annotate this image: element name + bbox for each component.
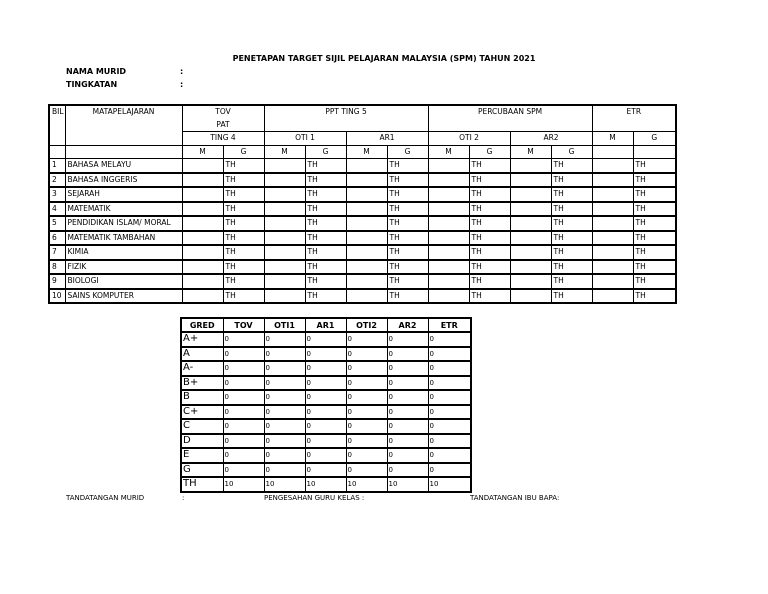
blank-cell bbox=[49, 145, 65, 159]
grade-header: OTI1 bbox=[264, 318, 305, 332]
mark-cell bbox=[510, 216, 551, 231]
header-etr: ETR bbox=[592, 105, 676, 132]
grade-count: 0 bbox=[223, 463, 264, 478]
mark-cell bbox=[510, 173, 551, 188]
grade-count: 0 bbox=[387, 463, 428, 478]
grade-count: 0 bbox=[223, 434, 264, 449]
mark-cell bbox=[182, 216, 223, 231]
grade-row bbox=[181, 463, 471, 478]
grade-cell: TH bbox=[387, 187, 428, 202]
mark-cell bbox=[264, 173, 305, 188]
subject-row bbox=[49, 187, 676, 202]
grade-count: 0 bbox=[428, 376, 471, 391]
grade-cell: TH bbox=[551, 159, 592, 173]
mark-cell bbox=[264, 202, 305, 217]
header-oti2: OTI 2 bbox=[428, 132, 510, 146]
grade-count: 0 bbox=[387, 405, 428, 420]
row-number: 1 bbox=[49, 159, 65, 173]
grade-count: 0 bbox=[387, 332, 428, 347]
grade-cell: TH bbox=[551, 231, 592, 246]
grade-count: 0 bbox=[305, 390, 346, 405]
grade-count: 0 bbox=[346, 463, 387, 478]
subject-row bbox=[49, 231, 676, 246]
mark-cell bbox=[182, 159, 223, 173]
header-etr-m: M bbox=[592, 132, 633, 146]
mark-cell bbox=[510, 187, 551, 202]
mark-cell bbox=[428, 289, 469, 304]
grade-count: 10 bbox=[264, 477, 305, 492]
subject-name: KIMIA bbox=[65, 245, 182, 260]
subject-row bbox=[49, 173, 676, 188]
student-name-colon: : bbox=[180, 67, 184, 76]
grade-cell: TH bbox=[305, 289, 346, 304]
grade-cell: TH bbox=[469, 187, 510, 202]
grade-cell: TH bbox=[387, 274, 428, 289]
mark-cell bbox=[510, 289, 551, 304]
student-signature-colon: : bbox=[182, 494, 185, 502]
student-signature-label: TANDATANGAN MURID bbox=[66, 494, 145, 502]
grade-header: AR2 bbox=[387, 318, 428, 332]
mark-cell bbox=[182, 274, 223, 289]
grade-count: 0 bbox=[387, 419, 428, 434]
grade-header: ETR bbox=[428, 318, 471, 332]
grade-count: 0 bbox=[264, 390, 305, 405]
grade-cell: TH bbox=[633, 159, 676, 173]
grade-count: 0 bbox=[223, 332, 264, 347]
header-m: M bbox=[510, 145, 551, 159]
mark-cell bbox=[346, 260, 387, 275]
blank-cell bbox=[65, 145, 182, 159]
grade-cell: TH bbox=[305, 274, 346, 289]
grade-cell: TH bbox=[633, 216, 676, 231]
mark-cell bbox=[264, 159, 305, 173]
grade-count: 0 bbox=[305, 347, 346, 362]
grade-count: 0 bbox=[387, 390, 428, 405]
grade-count: 0 bbox=[346, 405, 387, 420]
subject-name: FIZIK bbox=[65, 260, 182, 275]
grade-cell: TH bbox=[551, 289, 592, 304]
subject-name: MATEMATIK bbox=[65, 202, 182, 217]
grade-label: TH bbox=[181, 477, 223, 492]
subject-row bbox=[49, 260, 676, 275]
grade-header: OTI2 bbox=[346, 318, 387, 332]
grade-count: 0 bbox=[223, 405, 264, 420]
mark-cell bbox=[510, 260, 551, 275]
mark-cell bbox=[428, 274, 469, 289]
grade-count: 0 bbox=[428, 405, 471, 420]
header-g: G bbox=[469, 145, 510, 159]
grade-count: 0 bbox=[387, 376, 428, 391]
grade-row bbox=[181, 347, 471, 362]
page-title: PENETAPAN TARGET SIJIL PELAJARAN MALAYSIA (SPM) TAHUN 2021 bbox=[232, 54, 536, 63]
teacher-verification-label: PENGESAHAN GURU KELAS : bbox=[264, 494, 365, 502]
header-ar1: AR1 bbox=[346, 132, 428, 146]
grade-count: 0 bbox=[305, 448, 346, 463]
grade-count: 0 bbox=[223, 361, 264, 376]
grade-cell: TH bbox=[633, 187, 676, 202]
mark-cell bbox=[182, 173, 223, 188]
mark-cell bbox=[346, 289, 387, 304]
mark-cell bbox=[346, 159, 387, 173]
header-g: G bbox=[387, 145, 428, 159]
grade-cell: TH bbox=[305, 187, 346, 202]
mark-cell bbox=[346, 274, 387, 289]
grade-count: 0 bbox=[305, 376, 346, 391]
grade-count: 0 bbox=[264, 361, 305, 376]
row-number: 3 bbox=[49, 187, 65, 202]
grade-row bbox=[181, 434, 471, 449]
subject-name: BAHASA MELAYU bbox=[65, 159, 182, 173]
grade-cell: TH bbox=[469, 274, 510, 289]
parent-signature-label: TANDATANGAN IBU BAPA: bbox=[470, 494, 560, 502]
subject-row bbox=[49, 216, 676, 231]
mark-cell bbox=[346, 245, 387, 260]
grade-count: 0 bbox=[264, 332, 305, 347]
mark-cell bbox=[264, 274, 305, 289]
header-bil: BIL bbox=[49, 105, 65, 145]
header-ting4: TING 4 bbox=[182, 132, 264, 146]
mark-cell bbox=[182, 260, 223, 275]
subject-row bbox=[49, 159, 676, 173]
grade-cell: TH bbox=[223, 216, 264, 231]
grade-count: 0 bbox=[223, 347, 264, 362]
grade-count: 10 bbox=[346, 477, 387, 492]
subject-name: PENDIDIKAN ISLAM/ MORAL bbox=[65, 216, 182, 231]
header-ar2: AR2 bbox=[510, 132, 592, 146]
mark-cell bbox=[264, 231, 305, 246]
header-g: G bbox=[223, 145, 264, 159]
grade-count: 0 bbox=[428, 419, 471, 434]
subject-row bbox=[49, 202, 676, 217]
grade-label: A+ bbox=[181, 332, 223, 347]
grade-count: 0 bbox=[428, 347, 471, 362]
grade-cell: TH bbox=[305, 245, 346, 260]
grade-cell: TH bbox=[633, 245, 676, 260]
mark-cell bbox=[510, 245, 551, 260]
grade-cell: TH bbox=[223, 289, 264, 304]
grade-cell: TH bbox=[387, 245, 428, 260]
header-g: G bbox=[551, 145, 592, 159]
header-m: M bbox=[182, 145, 223, 159]
grade-row bbox=[181, 376, 471, 391]
mark-cell bbox=[264, 260, 305, 275]
grade-row bbox=[181, 419, 471, 434]
mark-cell bbox=[182, 231, 223, 246]
grade-count: 0 bbox=[346, 376, 387, 391]
mark-cell bbox=[592, 159, 633, 173]
mark-cell bbox=[428, 260, 469, 275]
header-m: M bbox=[264, 145, 305, 159]
grade-row bbox=[181, 477, 471, 492]
grade-count: 0 bbox=[305, 434, 346, 449]
subject-name: BAHASA INGGERIS bbox=[65, 173, 182, 188]
mark-cell bbox=[510, 159, 551, 173]
header-m: M bbox=[346, 145, 387, 159]
grade-label: C+ bbox=[181, 405, 223, 420]
grade-cell: TH bbox=[633, 231, 676, 246]
mark-cell bbox=[592, 216, 633, 231]
grade-cell: TH bbox=[305, 159, 346, 173]
mark-cell bbox=[264, 289, 305, 304]
grade-header: GRED bbox=[181, 318, 223, 332]
row-number: 7 bbox=[49, 245, 65, 260]
mark-cell bbox=[592, 202, 633, 217]
grade-count: 0 bbox=[346, 361, 387, 376]
blank-cell bbox=[633, 145, 676, 159]
grade-cell: TH bbox=[551, 245, 592, 260]
row-number: 4 bbox=[49, 202, 65, 217]
mark-cell bbox=[264, 216, 305, 231]
grade-header: TOV bbox=[223, 318, 264, 332]
mark-cell bbox=[428, 187, 469, 202]
grade-count: 0 bbox=[223, 448, 264, 463]
grade-cell: TH bbox=[305, 173, 346, 188]
grade-cell: TH bbox=[387, 289, 428, 304]
mark-cell bbox=[592, 274, 633, 289]
grade-cell: TH bbox=[551, 202, 592, 217]
grade-label: G bbox=[181, 463, 223, 478]
grade-cell: TH bbox=[223, 173, 264, 188]
grade-count: 0 bbox=[264, 347, 305, 362]
grade-label: B+ bbox=[181, 376, 223, 391]
subject-name: SEJARAH bbox=[65, 187, 182, 202]
grade-row bbox=[181, 361, 471, 376]
mark-cell bbox=[428, 216, 469, 231]
grade-count: 0 bbox=[305, 361, 346, 376]
grade-cell: TH bbox=[469, 260, 510, 275]
mark-cell bbox=[510, 274, 551, 289]
mark-cell bbox=[592, 289, 633, 304]
grade-cell: TH bbox=[223, 187, 264, 202]
grade-cell: TH bbox=[387, 159, 428, 173]
student-level-colon: : bbox=[180, 80, 184, 89]
grade-count: 0 bbox=[264, 448, 305, 463]
mark-cell bbox=[264, 187, 305, 202]
row-number: 6 bbox=[49, 231, 65, 246]
grade-cell: TH bbox=[633, 289, 676, 304]
grade-cell: TH bbox=[387, 260, 428, 275]
mark-cell bbox=[510, 231, 551, 246]
grade-cell: TH bbox=[551, 216, 592, 231]
mark-cell bbox=[428, 231, 469, 246]
target-table bbox=[48, 104, 677, 304]
grade-label: C bbox=[181, 419, 223, 434]
header-etr-g: G bbox=[633, 132, 676, 146]
header-oti1: OTI 1 bbox=[264, 132, 346, 146]
grade-count: 0 bbox=[264, 419, 305, 434]
row-number: 10 bbox=[49, 289, 65, 304]
mark-cell bbox=[346, 173, 387, 188]
grade-count: 0 bbox=[223, 376, 264, 391]
grade-cell: TH bbox=[223, 231, 264, 246]
grade-cell: TH bbox=[551, 187, 592, 202]
grade-cell: TH bbox=[387, 202, 428, 217]
grade-count: 0 bbox=[264, 405, 305, 420]
grade-count: 10 bbox=[305, 477, 346, 492]
grade-cell: TH bbox=[305, 216, 346, 231]
grade-cell: TH bbox=[551, 260, 592, 275]
grade-cell: TH bbox=[469, 202, 510, 217]
grade-count: 0 bbox=[223, 390, 264, 405]
mark-cell bbox=[182, 187, 223, 202]
grade-count: 10 bbox=[387, 477, 428, 492]
grade-count: 0 bbox=[346, 390, 387, 405]
grade-count: 0 bbox=[264, 434, 305, 449]
header-pat: PAT bbox=[182, 119, 264, 132]
grade-count: 0 bbox=[428, 361, 471, 376]
mark-cell bbox=[428, 245, 469, 260]
subject-name: MATEMATIK TAMBAHAN bbox=[65, 231, 182, 246]
grade-cell: TH bbox=[305, 202, 346, 217]
grade-row bbox=[181, 405, 471, 420]
grade-count: 0 bbox=[346, 434, 387, 449]
grade-cell: TH bbox=[469, 159, 510, 173]
grade-cell: TH bbox=[223, 245, 264, 260]
mark-cell bbox=[428, 173, 469, 188]
grade-count: 0 bbox=[305, 419, 346, 434]
grade-cell: TH bbox=[305, 231, 346, 246]
grade-count: 0 bbox=[387, 448, 428, 463]
mark-cell bbox=[346, 187, 387, 202]
grade-count: 0 bbox=[428, 390, 471, 405]
grade-count: 0 bbox=[346, 419, 387, 434]
subject-name: BIOLOGI bbox=[65, 274, 182, 289]
grade-count: 0 bbox=[346, 448, 387, 463]
grade-cell: TH bbox=[469, 245, 510, 260]
grade-summary-table bbox=[180, 317, 472, 493]
mark-cell bbox=[592, 260, 633, 275]
header-tov: TOV bbox=[182, 105, 264, 119]
grade-label: E bbox=[181, 448, 223, 463]
mark-cell bbox=[428, 159, 469, 173]
grade-count: 0 bbox=[387, 361, 428, 376]
grade-cell: TH bbox=[223, 260, 264, 275]
header-subject: MATAPELAJARAN bbox=[65, 105, 182, 145]
blank-cell bbox=[592, 145, 633, 159]
mark-cell bbox=[592, 231, 633, 246]
grade-count: 0 bbox=[346, 332, 387, 347]
mark-cell bbox=[182, 289, 223, 304]
grade-cell: TH bbox=[387, 173, 428, 188]
grade-cell: TH bbox=[305, 260, 346, 275]
grade-cell: TH bbox=[469, 216, 510, 231]
grade-count: 0 bbox=[387, 434, 428, 449]
grade-count: 0 bbox=[387, 347, 428, 362]
mark-cell bbox=[428, 202, 469, 217]
mark-cell bbox=[182, 245, 223, 260]
header-g: G bbox=[305, 145, 346, 159]
grade-count: 0 bbox=[223, 419, 264, 434]
subject-row bbox=[49, 245, 676, 260]
grade-count: 0 bbox=[305, 463, 346, 478]
subject-name: SAINS KOMPUTER bbox=[65, 289, 182, 304]
grade-row bbox=[181, 448, 471, 463]
grade-cell: TH bbox=[223, 274, 264, 289]
grade-count: 0 bbox=[428, 463, 471, 478]
student-name-label: NAMA MURID bbox=[66, 67, 127, 76]
mark-cell bbox=[592, 173, 633, 188]
header-ppt: PPT TING 5 bbox=[264, 105, 428, 132]
grade-count: 10 bbox=[223, 477, 264, 492]
grade-header: AR1 bbox=[305, 318, 346, 332]
grade-cell: TH bbox=[223, 159, 264, 173]
row-number: 9 bbox=[49, 274, 65, 289]
mark-cell bbox=[346, 216, 387, 231]
grade-cell: TH bbox=[633, 274, 676, 289]
grade-count: 10 bbox=[428, 477, 471, 492]
grade-count: 0 bbox=[305, 405, 346, 420]
grade-cell: TH bbox=[387, 231, 428, 246]
mark-cell bbox=[346, 202, 387, 217]
grade-cell: TH bbox=[469, 173, 510, 188]
grade-label: B bbox=[181, 390, 223, 405]
grade-cell: TH bbox=[551, 173, 592, 188]
grade-cell: TH bbox=[551, 274, 592, 289]
grade-label: D bbox=[181, 434, 223, 449]
grade-cell: TH bbox=[469, 289, 510, 304]
mark-cell bbox=[592, 245, 633, 260]
grade-count: 0 bbox=[264, 463, 305, 478]
row-number: 5 bbox=[49, 216, 65, 231]
grade-label: A bbox=[181, 347, 223, 362]
grade-cell: TH bbox=[633, 202, 676, 217]
header-m: M bbox=[428, 145, 469, 159]
student-level-label: TINGKATAN bbox=[66, 80, 118, 89]
grade-count: 0 bbox=[428, 434, 471, 449]
grade-cell: TH bbox=[633, 173, 676, 188]
grade-cell: TH bbox=[387, 216, 428, 231]
mark-cell bbox=[264, 245, 305, 260]
grade-cell: TH bbox=[469, 231, 510, 246]
grade-count: 0 bbox=[305, 332, 346, 347]
header-percubaan: PERCUBAAN SPM bbox=[428, 105, 592, 132]
mark-cell bbox=[510, 202, 551, 217]
mark-cell bbox=[346, 231, 387, 246]
row-number: 2 bbox=[49, 173, 65, 188]
grade-count: 0 bbox=[428, 448, 471, 463]
grade-row bbox=[181, 332, 471, 347]
mark-cell bbox=[592, 187, 633, 202]
row-number: 8 bbox=[49, 260, 65, 275]
grade-row bbox=[181, 390, 471, 405]
subject-row bbox=[49, 289, 676, 304]
subject-row bbox=[49, 274, 676, 289]
grade-label: A- bbox=[181, 361, 223, 376]
mark-cell bbox=[182, 202, 223, 217]
grade-cell: TH bbox=[633, 260, 676, 275]
grade-cell: TH bbox=[223, 202, 264, 217]
grade-count: 0 bbox=[346, 347, 387, 362]
grade-count: 0 bbox=[264, 376, 305, 391]
grade-count: 0 bbox=[428, 332, 471, 347]
